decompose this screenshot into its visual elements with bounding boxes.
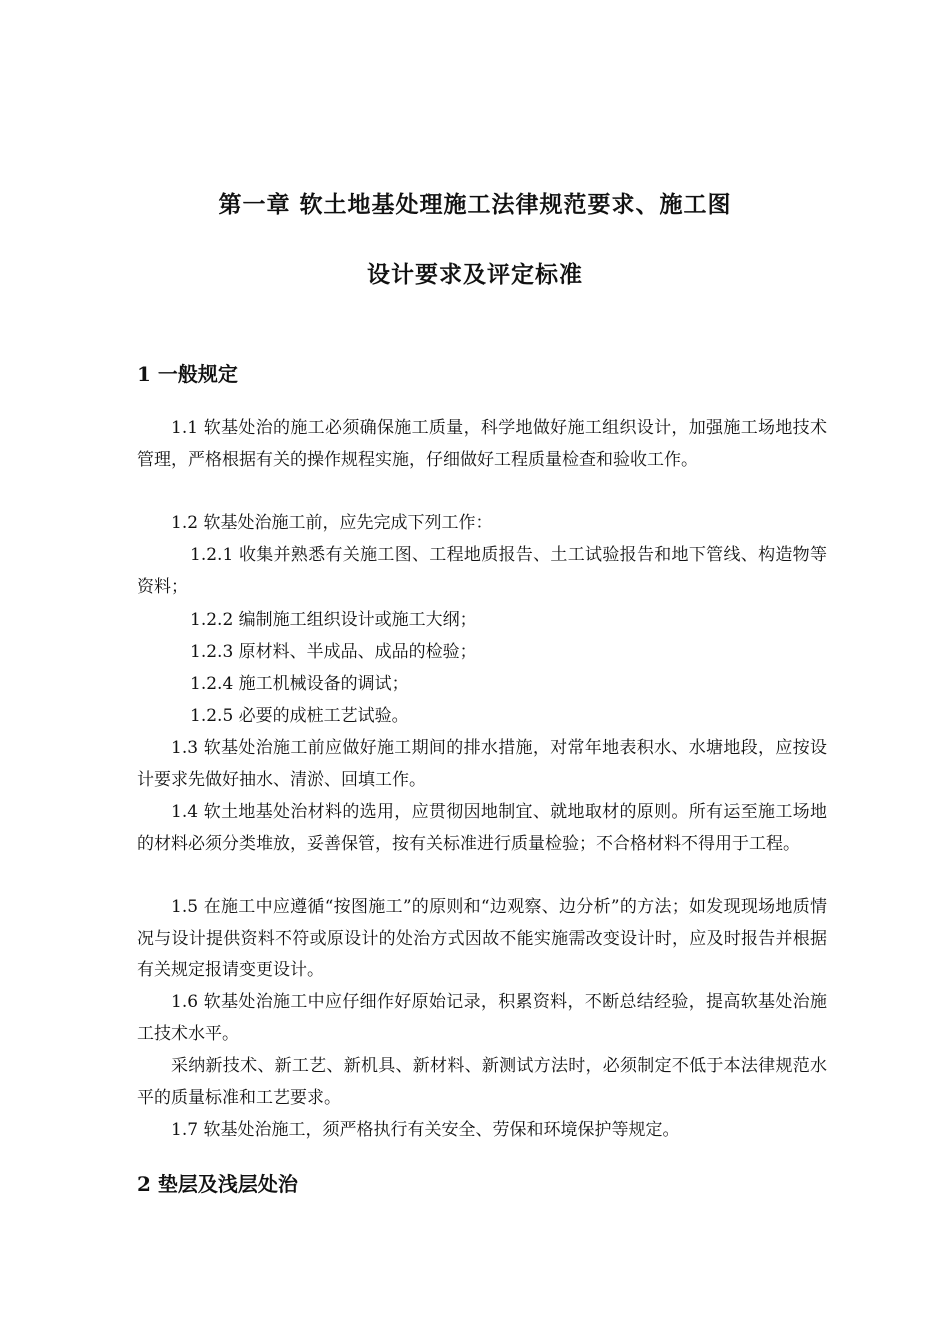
paragraph-1-4: 1.4 软土地基处治材料的选用，应贯彻因地制宜、就地取材的原则。所有运至施工场地的材料必须分类堆放，妥善保管，按有关标准进行质量检验；不合格材料不得用于工程。	[137, 802, 827, 854]
paragraph-1-2-5: 1.2.5 必要的成桩工艺试验。	[190, 706, 409, 726]
paragraph-new-technology: 采纳新技术、新工艺、新机具、新材料、新测试方法时，必须制定不低于本法律规范水平的质量标准和工艺要求。	[137, 1056, 827, 1108]
paragraph-1-7: 1.7 软基处治施工，须严格执行有关安全、劳保和环境保护等规定。	[171, 1120, 680, 1140]
paragraph-1-5: 1.5 在施工中应遵循“按图施工”的原则和“边观察、边分析”的方法；如发现现场地质情况与设计提供资料不符或原设计的处治方式因故不能实施需改变设计时，应及时报告并根据有关规定报请变更设计。	[137, 897, 827, 980]
paragraph-1-2-3: 1.2.3 原材料、半成品、成品的检验；	[190, 642, 477, 662]
paragraph-1-3: 1.3 软基处治施工前应做好施工期间的排水措施，对常年地表积水、水塘地段，应按设计要求先做好抽水、清淤、回填工作。	[137, 738, 827, 790]
chapter-title-line-1: 第一章 软土地基处理施工法律规范要求、施工图	[218, 191, 732, 218]
paragraph-1-2-4: 1.2.4 施工机械设备的调试；	[190, 674, 409, 694]
section-1-heading: 1 一般规定	[137, 362, 238, 386]
paragraph-1-2-2: 1.2.2 编制施工组织设计或施工大纲；	[190, 610, 477, 630]
section-2-heading: 2 垫层及浅层处治	[137, 1172, 298, 1196]
paragraph-1-2: 1.2 软基处治施工前，应先完成下列工作：	[171, 513, 493, 533]
paragraph-1-2-1: 1.2.1 收集并熟悉有关施工图、工程地质报告、土工试验报告和地下管线、构造物等资料；	[137, 545, 827, 597]
chapter-title-line-2: 设计要求及评定标准	[367, 261, 583, 288]
paragraph-1-1: 1.1 软基处治的施工必须确保施工质量，科学地做好施工组织设计，加强施工场地技术管理，严格根据有关的操作规程实施，仔细做好工程质量检查和验收工作。	[137, 418, 827, 470]
paragraph-1-6: 1.6 软基处治施工中应仔细作好原始记录，积累资料，不断总结经验，提高软基处治施工技术水平。	[137, 992, 827, 1044]
